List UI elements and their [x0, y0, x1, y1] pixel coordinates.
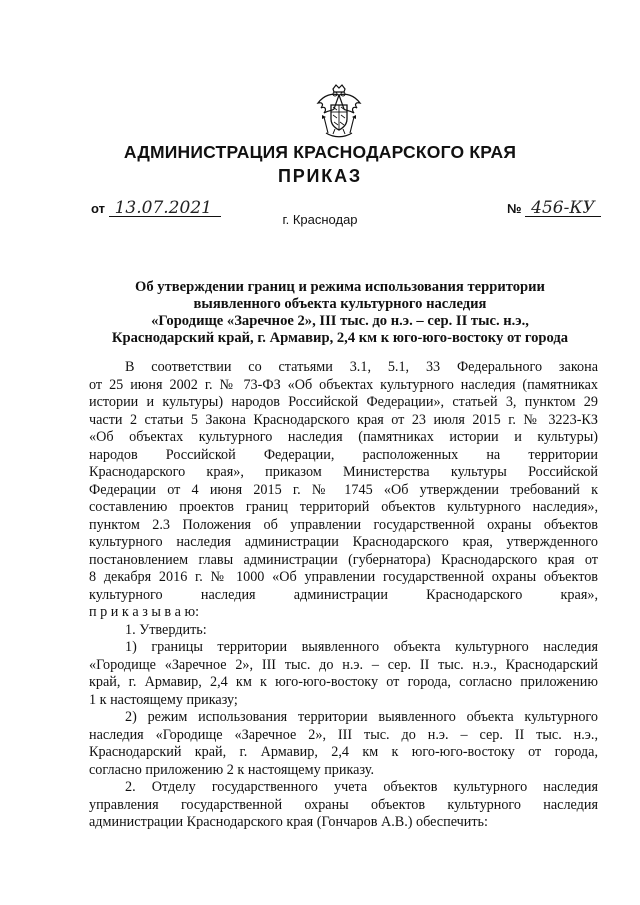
- body-line: управления государственной охраны объектов культурного наследия: [89, 796, 598, 813]
- date-prefix: от: [91, 201, 105, 216]
- body-line: от 25 июня 2002 г. № 73-ФЗ «Об объектах культурного наследия (памятниках: [89, 376, 598, 393]
- city: г. Краснодар: [282, 212, 358, 227]
- body-line: народов Российской Федерации, расположенных на территории: [89, 446, 598, 463]
- document-type: ПРИКАЗ: [278, 166, 362, 186]
- body-line: 1. Утвердить:: [125, 621, 207, 638]
- body-line: Федерации от 4 июня 2015 г. № 1745 «Об утверждении требований к: [89, 481, 598, 498]
- body-line: «Городище «Заречное 2», III тыс. до н.э. – сер. II тыс. н.э., Краснодарский: [89, 656, 598, 673]
- body-line: культурного наследия администрации Краснодарского края»,: [89, 586, 598, 603]
- body-line: культурного наследия администрации Краснодарского края, утвержденного: [89, 534, 598, 550]
- body-line: постановлением главы администрации (губернатора) Краснодарского края от: [89, 551, 598, 568]
- body-line: части 2 статьи 5 Закона Краснодарского края от 23 июля 2015 г. № 3223-КЗ: [89, 411, 598, 428]
- body-line: составлению проектов границ территорий объектов культурного наследия»,: [89, 499, 598, 515]
- body-line: 2. Отделу государственного учета объектов культурного наследия: [125, 779, 598, 795]
- document-body: [89, 359, 598, 832]
- body-line: 1 к настоящему приказу;: [89, 691, 238, 708]
- body-line: согласно приложению 2 к настоящему приказу.: [89, 761, 374, 778]
- body-line: наследия «Городище «Заречное 2», III тыс. до н.э. – сер. II тыс. н.э.,: [89, 726, 598, 743]
- title-line: Краснодарский край, г. Армавир, 2,4 км к юго-юго-востоку от города: [111, 330, 569, 346]
- body-line: истории и культуры) народов Российской Федерации», статьей 3, пунктом 29: [89, 394, 598, 410]
- body-line: пунктом 2.3 Положения об управлении государственной охраны объектов: [89, 516, 598, 533]
- number-prefix: №: [507, 201, 522, 216]
- body-line: «Об объектах культурного наследия (памятниках истории и культуры): [89, 429, 598, 445]
- title-line: Об утверждении границ и режима использования территории: [135, 279, 545, 295]
- body-line: Краснодарского края», приказом Министерства культуры Российской: [89, 464, 598, 480]
- title-line: «Городище «Заречное 2», III тыс. до н.э. – сер. II тыс. н.э.,: [151, 313, 529, 329]
- body-line: Краснодарский край, г. Армавир, 2,4 км к юго-юго-востоку от города,: [89, 744, 598, 760]
- body-line: 1) границы территории выявленного объекта культурного наследия: [125, 639, 598, 655]
- title-line: выявленного объекта культурного наследия: [193, 296, 487, 312]
- document-title: [90, 279, 590, 347]
- organization-name: АДМИНИСТРАЦИЯ КРАСНОДАРСКОГО КРАЯ: [123, 142, 517, 162]
- body-line: 2) режим использования территории выявленного объекта культурного: [125, 709, 598, 725]
- coat-of-arms-emblem: [314, 83, 364, 139]
- body-line: администрации Краснодарского края (Гончаров А.В.) обеспечить:: [89, 814, 488, 830]
- number-value: 456-КУ: [525, 200, 601, 217]
- date-value: 13.07.2021: [109, 200, 221, 217]
- body-line: 8 декабря 2016 г. № 1000 «Об управлении государственной охраны объектов: [89, 569, 598, 585]
- body-line: край, г. Армавир, 2,4 км к юго-юго-востоку от города, согласно приложению: [89, 674, 598, 690]
- body-line: В соответствии со статьями 3.1, 5.1, 33 Федерального закона: [125, 359, 598, 375]
- decree-word: п р и к а з ы в а ю:: [89, 604, 200, 620]
